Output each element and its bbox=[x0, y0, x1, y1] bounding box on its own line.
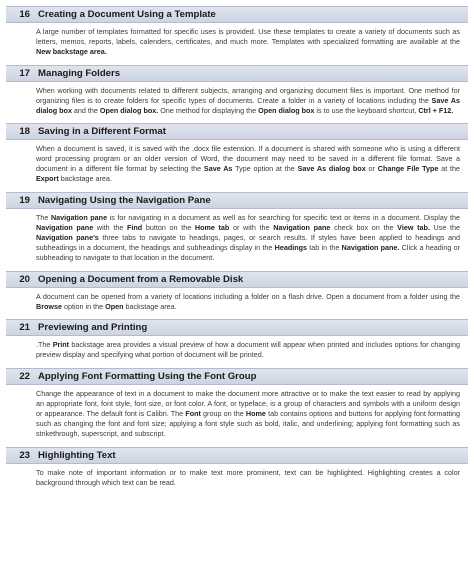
bold-term: Font bbox=[185, 409, 201, 419]
body-text: button on the bbox=[142, 222, 195, 232]
section-18 bbox=[6, 123, 468, 192]
body-text: backstage area. bbox=[58, 174, 112, 184]
section-19 bbox=[6, 192, 468, 271]
bold-term: Browse bbox=[36, 301, 62, 311]
bold-term: View tab. bbox=[397, 222, 430, 232]
bold-term: Home tab bbox=[194, 222, 230, 232]
bold-term: Open bbox=[105, 301, 124, 311]
section-body bbox=[6, 140, 468, 192]
body-text: check box on the bbox=[330, 222, 398, 232]
body-text: or with the bbox=[229, 222, 274, 232]
section-title: Highlighting Text bbox=[38, 449, 116, 461]
body-text: To make note of important information or to make text more prominent, text can be highlighted. Highlighting creates a color background through which text can be read. bbox=[36, 467, 460, 487]
bold-term: Open dialog box. bbox=[99, 105, 159, 115]
bold-term: Find bbox=[127, 222, 143, 232]
bold-term: Navigation pane bbox=[36, 222, 94, 232]
body-text: three tabs to navigate to headings, pages, or search results. If styles have been applied to headings and subheadings in a document, the headings and subheadings display in the bbox=[36, 232, 460, 252]
section-title: Saving in a Different Format bbox=[38, 126, 166, 138]
section-heading bbox=[6, 319, 468, 336]
section-body bbox=[6, 82, 468, 124]
section-title: Opening a Document from a Removable Disk bbox=[38, 273, 244, 285]
section-heading bbox=[6, 65, 468, 82]
section-22 bbox=[6, 368, 468, 447]
section-heading bbox=[6, 271, 468, 288]
section-number: 23 bbox=[19, 449, 30, 461]
section-number: 22 bbox=[19, 371, 30, 383]
body-text: Type option at the bbox=[232, 164, 298, 174]
body-text: Click a heading or subheading to navigate to that location in the document. bbox=[36, 242, 461, 262]
section-21 bbox=[6, 319, 468, 368]
section-body bbox=[6, 336, 468, 368]
bold-term: Save As dialog box bbox=[36, 95, 460, 115]
section-number: 17 bbox=[19, 67, 30, 79]
body-text: or bbox=[365, 164, 378, 174]
bold-term: Export bbox=[36, 174, 59, 184]
bold-term: Navigation pane bbox=[50, 213, 108, 223]
bold-term: Save As bbox=[203, 164, 233, 174]
body-text: A large number of templates formatted for specific uses is provided. Use these templates to create a variety of documents such as letters, memos, reports, labels, calenders, certificates, and much more. Templates with specialized formatting are available at the bbox=[36, 27, 460, 46]
section-number: 21 bbox=[19, 322, 30, 334]
section-number: 18 bbox=[19, 126, 30, 138]
body-text: Change the appearance of text in a document to make the document more attractive or to make the text easier to read by applying an appropriate font, font style, font size, or font color. A font, or typeface, is a group of characters and symbols with a uniform design or appearance. The default font is Calibri. The bbox=[36, 389, 460, 419]
body-text: backstage area provides a visual preview of how a document will appear when printed and includes options for changing preview display and specifying what portion of document will be printed. bbox=[36, 340, 460, 360]
section-heading bbox=[6, 192, 468, 209]
section-title: Applying Font Formatting Using the Font Group bbox=[38, 371, 257, 383]
section-body bbox=[6, 23, 468, 65]
section-body bbox=[6, 209, 468, 271]
section-heading bbox=[6, 123, 468, 140]
body-text: at the bbox=[438, 164, 461, 174]
section-heading bbox=[6, 447, 468, 464]
section-23 bbox=[6, 447, 468, 496]
body-text: One method for displaying the bbox=[158, 105, 259, 115]
bold-term: Save As dialog box bbox=[297, 164, 366, 174]
section-17 bbox=[6, 65, 468, 124]
section-heading bbox=[6, 6, 468, 23]
bold-term: Navigation pane. bbox=[341, 242, 400, 252]
body-text: When working with documents related to different subjects, arranging and organizing document files is important. One method for organizing files is to create folders for specific types of documents. Create a folder in a variety of locations including the bbox=[36, 85, 460, 105]
section-heading bbox=[6, 368, 468, 385]
section-number: 20 bbox=[19, 273, 30, 285]
section-title: Previewing and Printing bbox=[38, 322, 148, 334]
bold-term: New backstage area. bbox=[36, 46, 107, 56]
body-text: backstage area. bbox=[123, 301, 177, 311]
body-text: A document can be opened from a variety of locations including a folder on a flash drive. Open a document from a folder using the bbox=[36, 291, 460, 301]
section-title: Creating a Document Using a Template bbox=[38, 9, 216, 20]
bold-term: Change File Type bbox=[377, 164, 439, 174]
section-title: Navigating Using the Navigation Pane bbox=[38, 195, 211, 207]
bold-term: Ctrl + F12. bbox=[418, 105, 454, 115]
bold-term: Navigation pane's bbox=[36, 232, 99, 242]
body-text: When a document is saved, it is saved with the .docx file extension. If a document is shared with someone who is using a different word processing program or an older version of Word, the document may need to be saved in a different file format. Save a document in a different file format by selecting the bbox=[36, 144, 460, 174]
section-20 bbox=[6, 271, 468, 320]
section-16 bbox=[6, 6, 468, 65]
section-number: 19 bbox=[19, 195, 30, 207]
body-text: group on the bbox=[200, 409, 246, 419]
bold-term: Navigation pane bbox=[273, 222, 331, 232]
bold-term: Open dialog box bbox=[258, 105, 315, 115]
section-body bbox=[6, 385, 468, 447]
body-text: tab contains options and buttons for applying font formatting such as changing the font and font size; applying a font style such as bold, italic, and underlining; applying font formatting such as strikethrough, superscript, and subscript. bbox=[36, 409, 461, 438]
section-number: 16 bbox=[19, 9, 30, 20]
bold-term: Home bbox=[245, 409, 266, 419]
body-text: is for navigating in a document as well as for searching for specific text or items in a document. Display the bbox=[107, 213, 460, 223]
body-text: option in the bbox=[61, 301, 106, 311]
bold-term: Print bbox=[52, 340, 70, 350]
section-title: Managing Folders bbox=[38, 67, 121, 79]
section-body bbox=[6, 464, 468, 496]
body-text: The bbox=[36, 213, 51, 223]
body-text: .The bbox=[36, 340, 53, 350]
bold-term: Headings bbox=[274, 242, 308, 252]
body-text: and the bbox=[71, 105, 100, 115]
body-text: is to use the keyboard shortcut, bbox=[314, 105, 419, 115]
section-body bbox=[6, 288, 468, 320]
body-text: tab in the bbox=[307, 242, 342, 252]
body-text: Use the bbox=[429, 222, 461, 232]
body-text: with the bbox=[93, 222, 128, 232]
